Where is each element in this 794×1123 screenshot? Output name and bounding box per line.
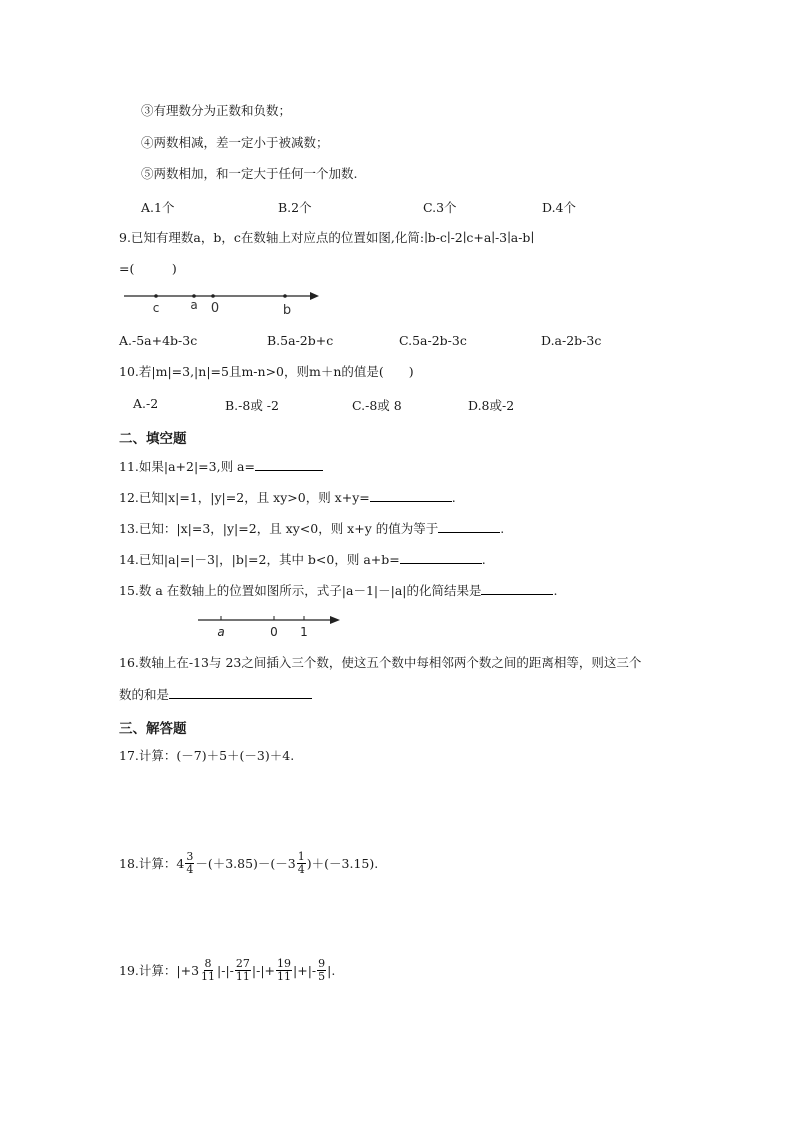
q13-end: . (500, 521, 505, 536)
q19-fraction-1: $\frac{8}{11}$ (201, 957, 216, 983)
q15-label-one: 1 (300, 625, 308, 639)
q19-fraction-2: $\frac{27}{11}$ (235, 957, 250, 983)
q14-end: . (481, 552, 486, 567)
q8-option-a: A.1个 (141, 200, 175, 215)
section-solve-title: 三、解答题 (119, 721, 187, 737)
q9-axis-arrow (310, 292, 319, 300)
q12 (119, 489, 456, 505)
q14-answer-blank (400, 551, 482, 564)
q9-point-c (154, 294, 158, 298)
q12-text: 12.已知|x|=1，|y|=2，且 xy>0，则 x+y= (119, 490, 370, 505)
q10-option-c: C.-8或 8 (352, 398, 402, 413)
q18-fraction-2: $\frac{1}{4}$ (297, 850, 305, 876)
q19-suffix: |. (327, 962, 336, 978)
q15 (119, 582, 557, 598)
q16-line-2 (119, 686, 312, 702)
q18-prefix: 18.计算：4 (119, 855, 185, 871)
q10-option-d: D.8或-2 (468, 398, 515, 413)
q9-option-c: C.5a-2b-3c (399, 333, 467, 348)
q13 (119, 520, 504, 536)
q15-text: 15.数 a 在数轴上的位置如图所示，式子|a－1|－|a|的化简结果是 (119, 583, 482, 598)
q9-point-b (283, 294, 287, 298)
q18-fraction-1: $\frac{3}{4}$ (186, 850, 194, 876)
q14 (119, 551, 486, 567)
q10-option-a: A.-2 (133, 396, 159, 411)
q11 (119, 458, 323, 474)
q9-option-b: B.5a-2b+c (267, 333, 334, 348)
q15-axis-arrow (330, 616, 340, 624)
q18 (119, 851, 378, 875)
q8-option-c: C.3个 (423, 200, 457, 215)
q13-text: 13.已知：|x|=3，|y|=2，且 xy<0，则 x+y 的值为等于 (119, 521, 439, 536)
section-fill-in-title: 二、填空题 (119, 431, 187, 447)
q9-number-line (118, 284, 328, 320)
q10-option-b: B.-8或 -2 (225, 398, 279, 413)
q19-fraction-4: $\frac{9}{5}$ (318, 957, 326, 983)
q9-label-a: a (190, 298, 198, 312)
q15-label-zero: 0 (270, 625, 278, 639)
q9-option-d: D.a-2b-3c (541, 333, 602, 348)
q8-option-d: D.4个 (542, 200, 577, 215)
q9-option-a: A.-5a+4b-3c (119, 333, 198, 348)
q13-answer-blank (438, 520, 500, 533)
q16-answer-blank (169, 686, 312, 699)
q12-end: . (451, 490, 456, 505)
q9-label-c: c (152, 301, 160, 315)
q15-end: . (553, 583, 558, 598)
q15-number-line (196, 611, 346, 641)
q9-stem: 9.已知有理数a，b，c在数轴上对应点的位置如图,化简:∣b-c∣-2∣c+a∣-3∣a-b∣ (119, 230, 535, 245)
q8-statement-3: ③有理数分为正数和负数； (141, 103, 292, 118)
q18-mid: －(＋3.85)－(－3 (195, 855, 296, 871)
q19-part-3: |-|+ (251, 962, 276, 978)
q9-label-b: b (282, 303, 292, 318)
q16-line-1: 16.数轴上在-13与 23之间插入三个数，使这五个数中每相邻两个数之间的距离相等，则这三个 (119, 655, 642, 670)
q12-answer-blank (370, 489, 452, 502)
q8-statement-5: ⑤两数相加，和一定大于任何一个加数. (141, 166, 358, 181)
q9-stem-answer: =( ) (119, 261, 177, 276)
q16-text: 数的和是 (119, 687, 170, 702)
q19-fraction-3: $\frac{19}{11}$ (277, 957, 292, 983)
q17: 17.计算：(－7)＋5＋(－3)＋4. (119, 748, 295, 763)
q11-text: 11.如果|a+2|=3,则 a= (119, 459, 255, 474)
q8-options (141, 198, 576, 216)
q9-options (119, 333, 601, 348)
q8-statement-4: ④两数相减，差一定小于被减数； (141, 135, 329, 150)
q11-answer-blank (255, 458, 323, 471)
q15-label-a: a (217, 625, 225, 639)
q8-option-b: B.2个 (278, 200, 312, 215)
q19-prefix: 19.计算：|+3 (119, 962, 200, 978)
q19-part-2: |-|- (217, 962, 234, 978)
q9-point-0 (211, 294, 215, 298)
q18-suffix: )＋(－3.15). (306, 855, 379, 871)
q10-stem: 10.若|m|=3,|n|=5且m-n>0，则m＋n的值是( ) (119, 364, 414, 379)
q19-part-4: |+|- (293, 962, 317, 978)
q10-options (133, 396, 514, 414)
q9-label-zero: 0 (210, 301, 220, 316)
q19 (119, 958, 335, 982)
q14-text: 14.已知|a|=|－3|，|b|=2，其中 b<0，则 a+b= (119, 552, 400, 567)
q15-answer-blank (481, 582, 553, 595)
